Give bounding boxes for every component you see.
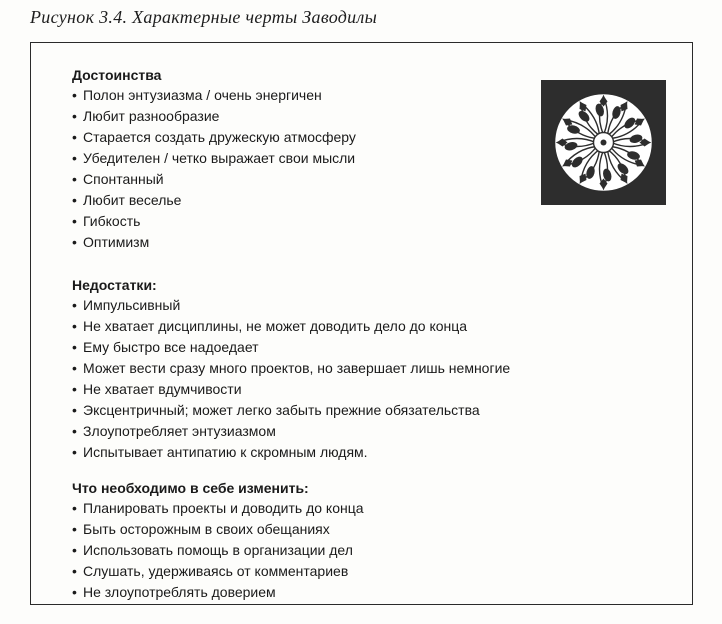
list-item: • Любит веселье [72,192,182,208]
strengths-list [72,85,356,253]
list-item: • Не хватает вдумчивости [72,381,242,397]
list-item: • Планировать проекты и доводить до конца [72,500,364,516]
list-item: • Спонтанный [72,171,164,187]
list-item: • Слушать, удерживаясь от комментариев [72,563,349,579]
figure-caption: Рисунок 3.4. Характерные черты Заводилы [30,7,378,27]
section-strengths [72,65,356,253]
list-item: • Не хватает дисциплины, не может доводить дело до конца [72,318,468,334]
list-item: • Гибкость [72,213,141,229]
list-item: • Полон энтузиазма / очень энергичен [72,87,322,103]
list-item: • Быть осторожным в своих обещаниях [72,521,330,537]
list-item: • Злоупотребляет энтузиазмом [72,423,276,439]
list-item: • Испытывает антипатию к скромным людям. [72,444,368,460]
section-weaknesses [72,275,510,463]
list-item: • Может вести сразу много проектов, но завершает лишь немногие [72,360,511,376]
mandala-icon [541,80,666,205]
list-item: • Не злоупотреблять доверием [72,584,276,600]
list-item: • Эксцентричный; может легко забыть прежние обязательства [72,402,480,418]
traits-panel [30,42,693,605]
list-item: • Убедителен / четко выражает свои мысли [72,150,356,166]
section-improvements [72,478,364,603]
list-item: • Ему быстро все надоедает [72,339,259,355]
section-title: Недостатки: [72,277,157,293]
improvements-list [72,498,364,603]
list-item: • Любит разнообразие [72,108,220,124]
list-item: • Использовать помощь в организации дел [72,542,353,558]
weaknesses-list [72,295,510,463]
list-item: • Старается создать дружескую атмосферу [72,129,356,145]
section-title: Что необходимо в себе изменить: [72,480,309,496]
list-item: • Импульсивный [72,297,181,313]
list-item: • Оптимизм [72,234,150,250]
section-title: Достоинства [72,67,162,83]
